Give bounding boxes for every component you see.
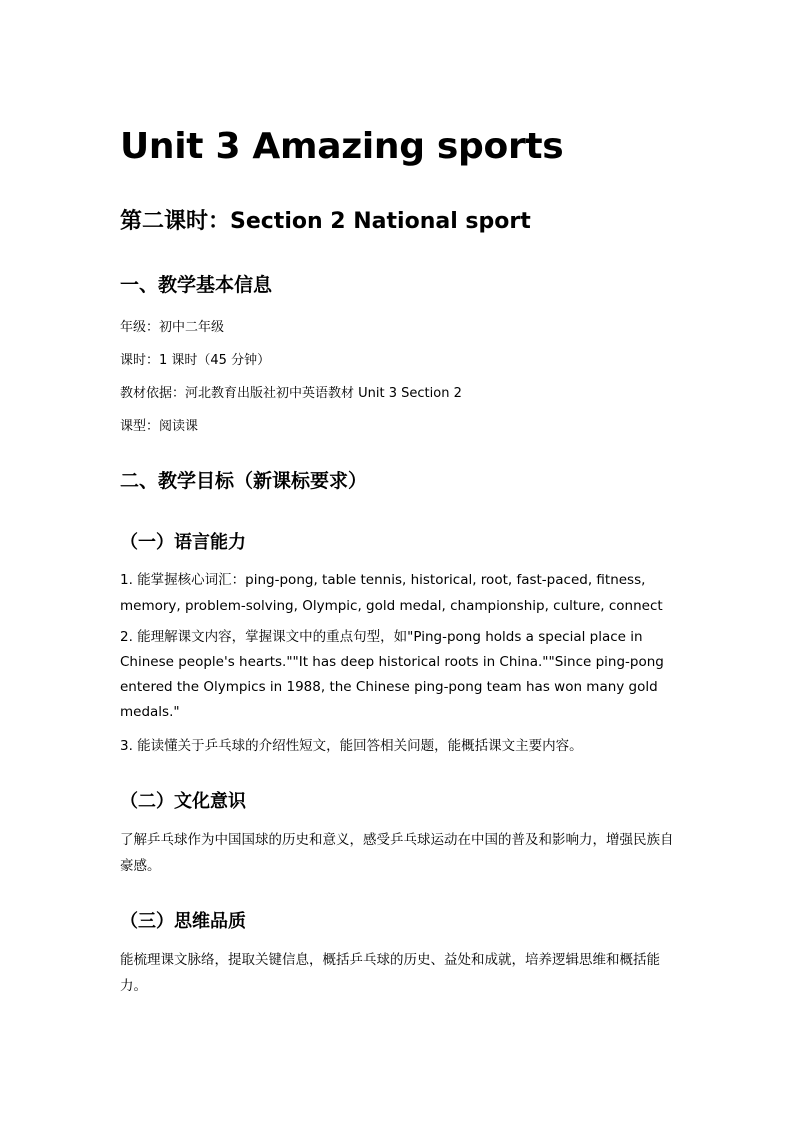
section-heading-objectives: 二、教学目标（新课标要求）	[120, 470, 368, 492]
subheading-culture: （二）文化意识	[120, 791, 246, 812]
info-lesson-type: 课型：阅读课	[120, 419, 199, 434]
objective-item-3: 3. 能读懂关于乒乓球的介绍性短文，能回答相关问题，能概括课文主要内容。	[120, 738, 583, 754]
info-duration: 课时：1 课时（45 分钟）	[120, 353, 271, 368]
section-heading-basic-info: 一、教学基本信息	[120, 274, 273, 296]
subheading-language: （一）语言能力	[120, 532, 246, 553]
subheading-thinking: （三）思维品质	[120, 911, 246, 932]
objective-item-2: 2. 能理解课文内容，掌握课文中的重点句型，如"Ping-pong holds a special place in Chinese people's hearts.""It has deep historical roots in China.""Since ping-pong entered the Olympics in 1988, the Chinese ping-pong team has won many gold medals."	[120, 629, 664, 720]
document-title: Unit 3 Amazing sports	[120, 126, 564, 167]
objective-item-1: 1. 能掌握核心词汇：ping-pong, table tennis, historical, root, fast-paced, fitness, memory, problem-solving, Olympic, gold medal, championship, culture, connect	[120, 572, 663, 614]
lesson-title: 第二课时：Section 2 National sport	[120, 209, 531, 234]
info-textbook: 教材依据：河北教育出版社初中英语教材 Unit 3 Section 2	[120, 386, 462, 401]
thinking-text: 能梳理课文脉络，提取关键信息，概括乒乓球的历史、益处和成就，培养逻辑思维和概括能力。	[120, 952, 660, 994]
culture-text: 了解乒乓球作为中国国球的历史和意义，感受乒乓球运动在中国的普及和影响力，增强民族自豪感。	[120, 832, 674, 874]
info-grade: 年级：初中二年级	[120, 320, 225, 335]
